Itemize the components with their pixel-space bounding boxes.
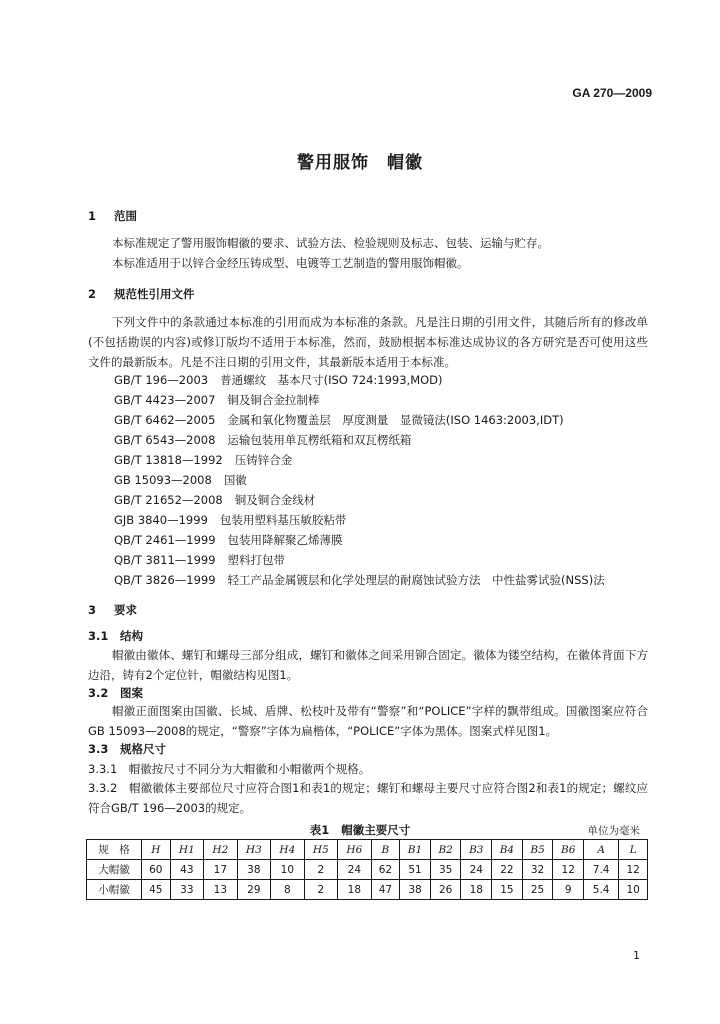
reference-name: 塑料打包带 [227,553,286,567]
table-cell: 12 [619,860,648,880]
reference-item [114,452,292,468]
table-title: 帽徽主要尺寸 [341,823,411,837]
table-cell: 38 [237,860,271,880]
table-cell: 38 [400,880,431,900]
table-header-cell: H5 [304,840,338,860]
table-header-cell: H4 [271,840,305,860]
table-cell: 18 [338,880,372,900]
section-title: 要求 [114,603,137,617]
references-intro-paragraph: 下列文件中的条款通过本标准的引用而成为本标准的条款。凡是注日期的引用文件，其随后所有的修改单(不包括勘误的内容)或修订版均不适用于本标准，然而，鼓励根据本标准达成协议的各方研究是否可使用这些文件的最新版本。凡是不注日期的引用文件，其最新版本适用于本标准。 [88,315,648,369]
reference-name: 铜及铜合金线材 [234,493,316,507]
section-number: 3 [88,603,97,617]
table-cell: 大帽徽 [87,860,142,880]
table-cell: 35 [430,860,461,880]
reference-item [114,532,343,548]
table-cell: 17 [204,860,238,880]
table-header-cell: B6 [553,840,584,860]
table-cell: 13 [204,880,238,900]
structure-paragraph: 帽徽由徽体、螺钉和螺母三部分组成，螺钉和徽体之间采用铆合固定。徽体为镂空结构，在徽体背面下方边沿，铸有2个定位针，帽徽结构见图1。 [88,648,648,682]
section-title: 规格尺寸 [120,742,166,756]
table-cell: 32 [522,860,553,880]
table-cell: 26 [430,880,461,900]
reference-item [114,372,443,388]
table-cell: 25 [522,880,553,900]
table-cell: 8 [271,880,305,900]
reference-code: GB/T 13818—1992 [114,453,223,467]
table-cell: 5.4 [584,880,619,900]
section-number: 2 [88,287,97,301]
section-3-1-heading [88,628,143,644]
table-cell: 24 [461,860,492,880]
reference-code: GB 15093—2008 [114,473,212,487]
table-cell: 2 [304,860,338,880]
section-title: 规范性引用文件 [114,287,195,301]
table-header-cell: B4 [492,840,523,860]
reference-name: 金属和氧化物覆盖层 厚度测量 显微镜法(ISO 1463:2003,IDT) [227,413,564,427]
table-header-cell: L [619,840,648,860]
reference-item [114,392,319,408]
reference-name: 普通螺纹 基本尺寸(ISO 724:1993,MOD) [220,373,443,387]
table-header-cell: B3 [461,840,492,860]
reference-item [114,412,564,428]
reference-item [114,492,315,508]
table-cell: 45 [142,880,171,900]
page-number: 1 [633,949,640,962]
table-cell: 33 [170,880,204,900]
reference-code: QB/T 3826—1999 [114,573,216,587]
reference-code: GB/T 4423—2007 [114,393,216,407]
table-cell: 9 [553,880,584,900]
reference-item [114,552,285,568]
table-header-cell: H2 [204,840,238,860]
table-header-row [87,840,648,860]
table-cell: 18 [461,880,492,900]
table-cell: 15 [492,880,523,900]
table-row [87,860,648,880]
table-cell: 2 [304,880,338,900]
section-3-heading [88,602,137,618]
reference-code: QB/T 2461—1999 [114,533,216,547]
table-cell: 29 [237,880,271,900]
table-header-cell: B [371,840,400,860]
section-3-2-heading [88,685,143,701]
clause-3-3-1: 3.3.1 帽徽按尺寸不同分为大帽徽和小帽徽两个规格。 [88,762,371,776]
scope-paragraph-2: 本标准适用于以锌合金经压铸成型、电镀等工艺制造的警用服饰帽徽。 [112,256,469,270]
table-cell: 10 [271,860,305,880]
table-cell: 51 [400,860,431,880]
reference-name: 国徽 [223,473,247,487]
table-label: 表1 [309,823,330,837]
reference-code: GB/T 6462—2005 [114,413,216,427]
section-number: 3.3 [88,742,109,756]
section-number: 3.2 [88,686,109,700]
table-cell: 7.4 [584,860,619,880]
standard-code: GA 270—2009 [572,86,652,100]
table-header-cell: H [142,840,171,860]
section-number: 3.1 [88,629,109,643]
table-header-cell: 规 格 [87,840,142,860]
table-header-cell: H6 [338,840,372,860]
table-header-cell: H3 [237,840,271,860]
table-header-cell: B2 [430,840,461,860]
table-row [87,880,648,900]
table-cell: 10 [619,880,648,900]
section-1-heading [88,208,137,224]
section-3-3-heading [88,741,166,757]
section-title: 图案 [120,686,143,700]
reference-name: 运输包装用单瓦楞纸箱和双瓦楞纸箱 [227,433,412,447]
clause-3-3-2: 3.3.2 帽徽徽体主要部位尺寸应符合图1和表1的规定；螺钉和螺母主要尺寸应符合图2和表1的规定；螺纹应符合GB/T 196—2003的规定。 [88,781,648,815]
reference-item [114,572,605,588]
table-unit: 单位为毫米 [587,825,640,837]
reference-code: GB/T 196—2003 [114,373,209,387]
table-cell: 47 [371,880,400,900]
section-title: 结构 [120,629,143,643]
pattern-paragraph: 帽徽正面图案由国徽、长城、盾牌、松枝叶及带有“警察”和“POLICE”字样的飘带组成。国徽图案应符合GB 15093—2008的规定，“警察”字体为扁楷体，“POLICE”字体为黑体。图案式样见图1。 [88,704,648,738]
document-title: 警用服饰 帽徽 [297,153,423,173]
reference-code: GB/T 6543—2008 [114,433,216,447]
reference-code: QB/T 3811—1999 [114,553,216,567]
table-cell: 22 [492,860,523,880]
table-cell: 12 [553,860,584,880]
table-header-cell: B1 [400,840,431,860]
reference-name: 铜及铜合金拉制棒 [227,393,320,407]
table-cell: 24 [338,860,372,880]
reference-name: 包装用塑料基压敏胶粘带 [219,513,347,527]
reference-name: 轻工产品金属镀层和化学处理层的耐腐蚀试验方法 中性盐雾试验(NSS)法 [227,573,605,587]
scope-paragraph-1: 本标准规定了警用服饰帽徽的要求、试验方法、检验规则及标志、包装、运输与贮存。 [112,236,549,250]
reference-item [114,472,247,488]
reference-code: GB/T 21652—2008 [114,493,223,507]
section-number: 1 [88,209,97,223]
reference-item [114,512,346,528]
reference-name: 包装用降解聚乙烯薄膜 [227,533,343,547]
table-cell: 43 [170,860,204,880]
table-header-cell: B5 [522,840,553,860]
table-cell: 60 [142,860,171,880]
table-header-cell: A [584,840,619,860]
dimensions-table [86,839,648,900]
reference-code: GJB 3840—1999 [114,513,208,527]
reference-name: 压铸锌合金 [234,453,293,467]
section-title: 范围 [114,209,137,223]
table-cell: 62 [371,860,400,880]
table-header-cell: H1 [170,840,204,860]
reference-item [114,432,411,448]
section-2-heading [88,286,195,302]
table-cell: 小帽徽 [87,880,142,900]
